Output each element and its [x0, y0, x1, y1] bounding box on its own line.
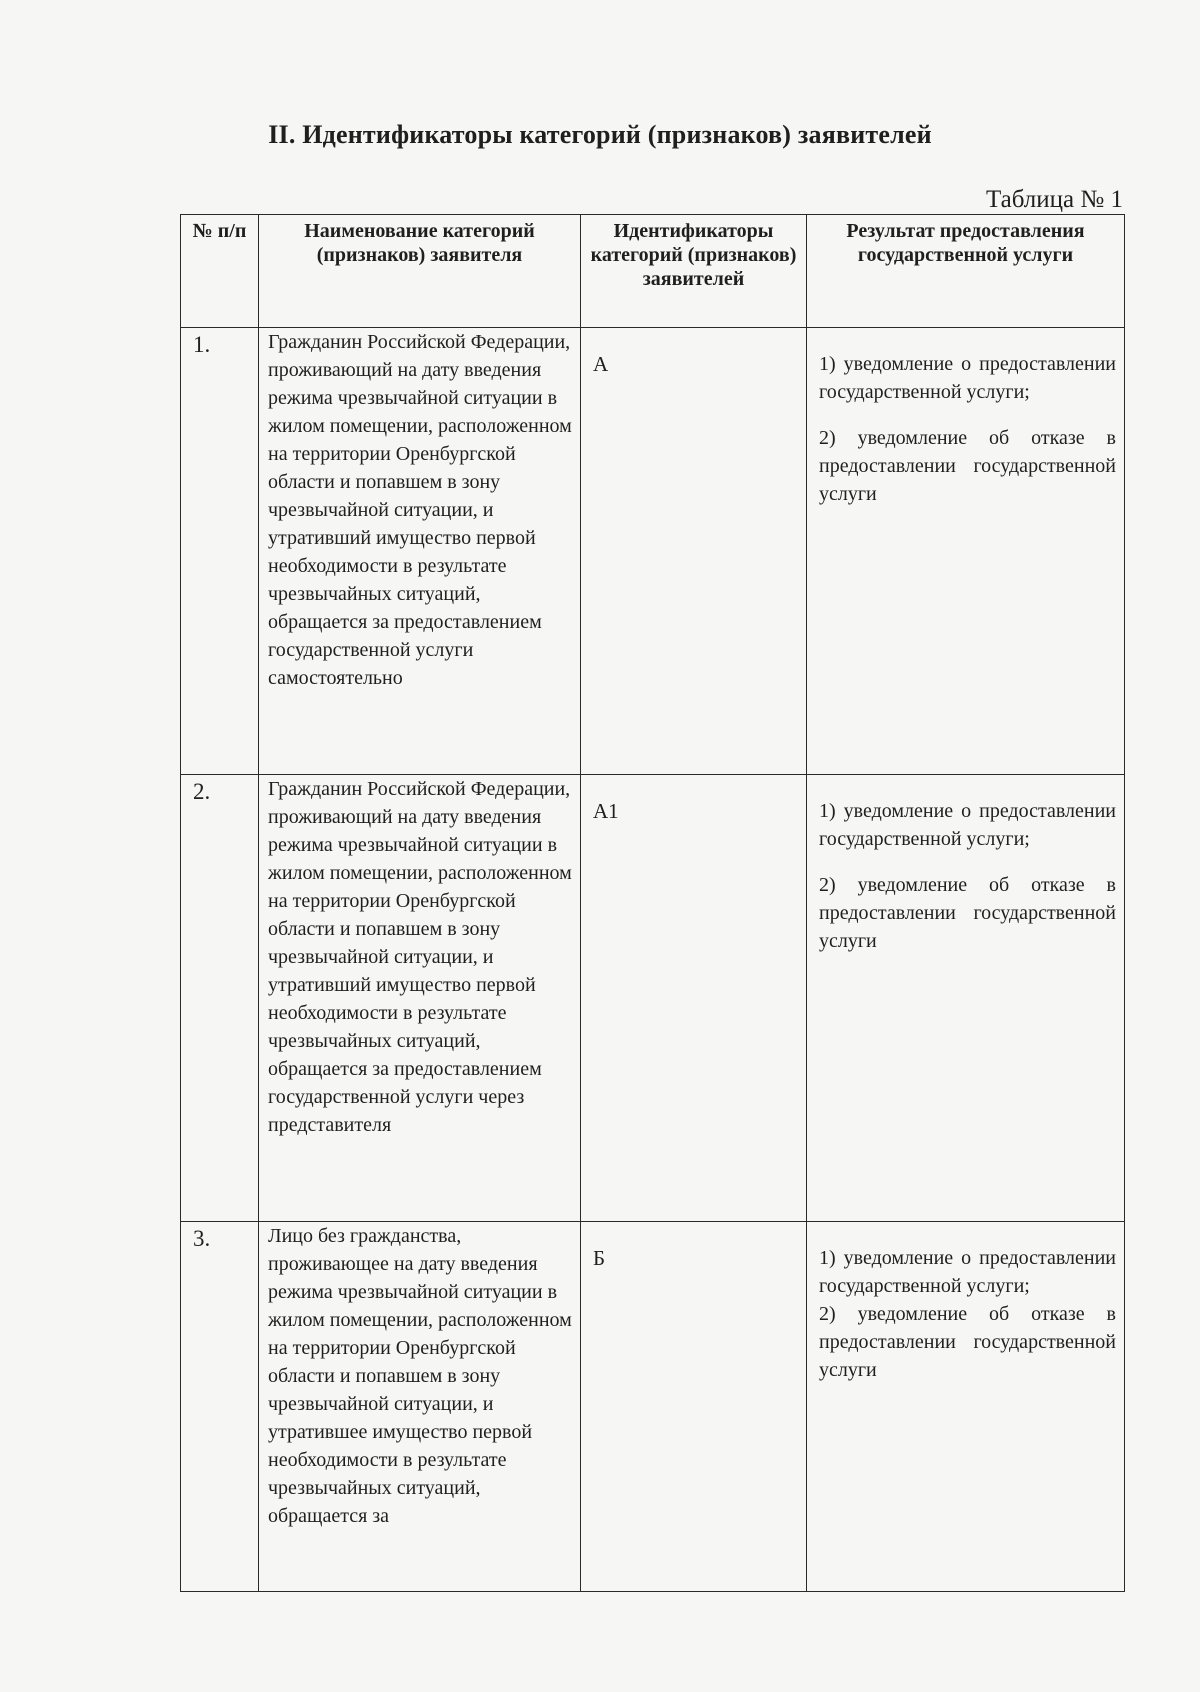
applicant-categories-table	[180, 214, 1125, 1592]
result-item: 1) уведомление о предоставлении государственной услуги;	[819, 1247, 1116, 1297]
header-result: Результат предоставления государственной услуги	[807, 215, 1125, 328]
table-row	[181, 775, 1125, 1222]
category-cell: Гражданин Российской Федерации, проживающий на дату введения режима чрезвычайной ситуации в жилом помещении, расположенном на территории Оренбургской области и попавшем в зону чрезвычайной ситуации, и утративший имущество первой необходимости в результате чрезвычайных ситуаций, обращается за предоставлением государственной услуги через представителя	[259, 775, 581, 1222]
table-row	[181, 328, 1125, 775]
result-item: 2) уведомление об отказе в предоставлении государственной услуги	[819, 874, 1116, 952]
table-caption: Таблица № 1	[985, 186, 1123, 213]
identifier-cell: А1	[581, 775, 807, 1222]
table-row	[181, 1222, 1125, 1592]
category-cell: Гражданин Российской Федерации, проживающий на дату введения режима чрезвычайной ситуации в жилом помещении, расположенном на территории Оренбургской области и попавшем в зону чрезвычайной ситуации, и утративший имущество первой необходимости в результате чрезвычайных ситуаций, обращается за предоставлением государственной услуги самостоятельно	[259, 328, 581, 775]
identifier-cell: Б	[581, 1222, 807, 1592]
header-identifier: Идентификаторы категорий (признаков) заявителей	[581, 215, 807, 328]
header-number: № п/п	[181, 215, 259, 328]
result-cell	[807, 328, 1125, 775]
header-category-name: Наименование категорий (признаков) заявителя	[259, 215, 581, 328]
result-item: 1) уведомление о предоставлении государственной услуги;	[819, 800, 1116, 850]
row-number-cell: 2.	[181, 775, 259, 1222]
page-title: II. Идентификаторы категорий (признаков) заявителей	[268, 120, 932, 149]
result-cell	[807, 775, 1125, 1222]
identifier-cell: А	[581, 328, 807, 775]
row-number-cell: 3.	[181, 1222, 259, 1592]
category-cell: Лицо без гражданства, проживающее на дату введения режима чрезвычайной ситуации в жилом помещении, расположенном на территории Оренбургской области и попавшем в зону чрезвычайной ситуации, и утратившее имущество первой необходимости в результате чрезвычайных ситуаций, обращается за	[259, 1222, 581, 1592]
result-item: 2) уведомление об отказе в предоставлении государственной услуги	[819, 1303, 1116, 1381]
table-header-row	[181, 215, 1125, 328]
row-number-cell: 1.	[181, 328, 259, 775]
result-cell	[807, 1222, 1125, 1592]
result-item: 2) уведомление об отказе в предоставлении государственной услуги	[819, 427, 1116, 505]
result-item: 1) уведомление о предоставлении государственной услуги;	[819, 353, 1116, 403]
